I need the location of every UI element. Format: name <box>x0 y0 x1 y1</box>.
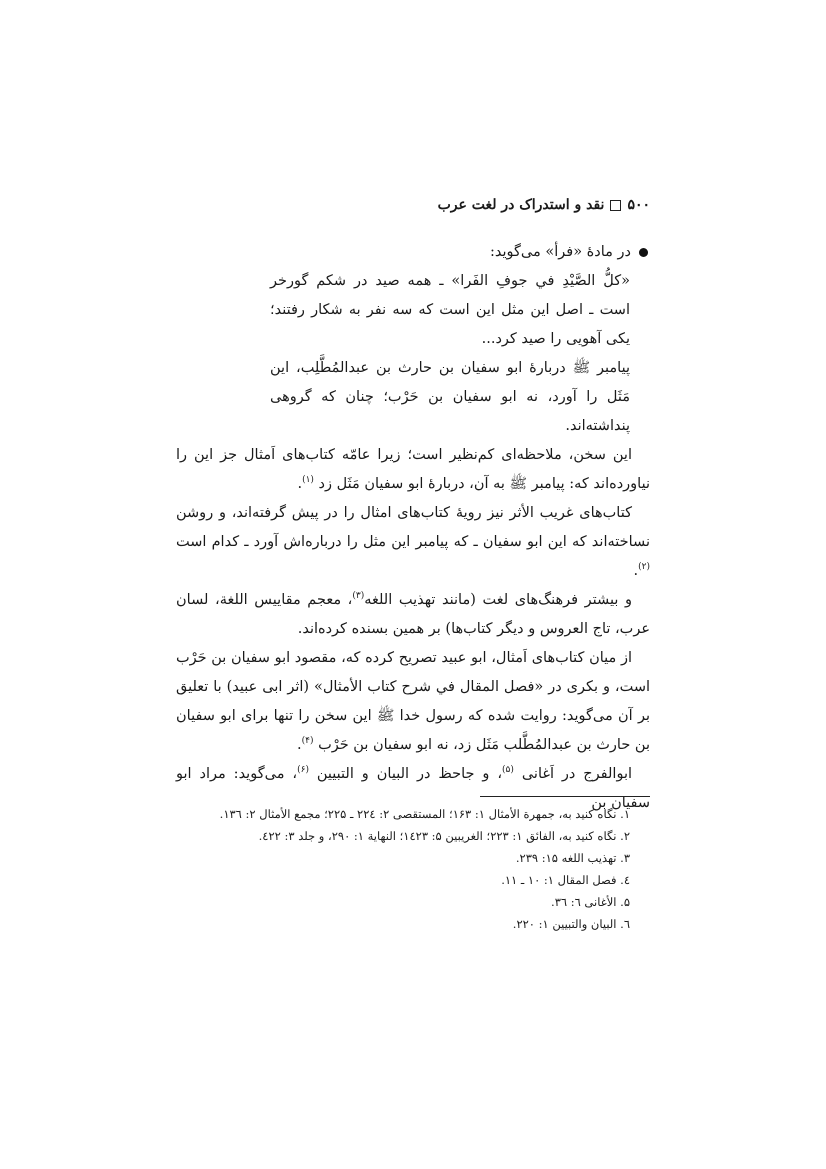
footnote-divider <box>480 796 650 797</box>
quotation-block <box>176 267 650 441</box>
paragraph-1: این سخن، ملاحظه‌ای کم‌نظیر است؛ زیرا عامّه کتاب‌های اَمثال جز این را نیاورده‌اند که: پیامبر ﷺ به آن، دربارهٔ ابو سفیان مَثَل زد $^{(۱)}$. <box>176 447 650 492</box>
paragraph-5-text-b: ، و جاحظ در البیان و التبیین <box>316 766 503 782</box>
footnote-6: ٦. البیان والتبیین ۱: ۲۲۰. <box>512 917 630 931</box>
paragraph-4: از میان کتاب‌های اَمثال، ابو عبید تصریح کرده که، مقصود ابو سفیان بن حَرْب است، و بکری در «فصل المقال في شرح کتاب الأمثال» (اثر ابی عبید) با تعلیق بر آن می‌گوید: روایت شده که رسول خدا ﷺ این سخن را تنها برای ابو سفیان بن حارث بن عبدالمُطَّلب مَثَل زد، نه ابو سفیان بن حَرْب $^{(۴)}$. <box>176 650 650 753</box>
footnote-ref-6[interactable]: (۶) <box>297 765 309 776</box>
paragraph-3 <box>176 586 650 644</box>
paragraph-1-text: این سخن، ملاحظه‌ای کم‌نظیر است؛ زیرا عامّه کتاب‌های اَمثال جز این را نیاورده‌اند که: پیامبر ﷺ به آن، دربارهٔ ابو سفیان مَثَل زد <box>176 447 650 492</box>
paragraph-3-text-b: ، معجم مقاییس اللغة، لسان عرب، تاج العروس و دیگر کتاب‌ها) بر همین بسنده کرده‌اند. <box>176 592 650 637</box>
paragraph-2-text: کتاب‌های غریب الأثر نیز رویهٔ کتاب‌های امثال را در پیش گرفته‌اند، و روشن نساخته‌اند که این ابو سفیان ـ که پیامبر این مثل را درباره‌اش آورد ـ کدام است <box>176 505 650 550</box>
footnotes <box>176 803 650 935</box>
footnote-1: ۱. نگاه کنید به، جمهرة الأمثال ۱: ۱۶۳؛ المستقصی ۲: ۲۲٤ ـ ۲۲۵؛ مجمع الأمثال ۲: ۱۳٦. <box>219 807 630 821</box>
paragraph-4-text: از میان کتاب‌های اَمثال، ابو عبید تصریح کرده که، مقصود ابو سفیان بن حَرْب است، و بکری در «فصل المقال في شرح کتاب الأمثال» (اثر ابی عبید) با تعلیق بر آن می‌گوید: روایت شده که رسول خدا ﷺ این سخن را تنها برای ابو سفیان بن حارث بن عبدالمُطَّلب مَثَل زد، نه ابو سفیان بن حَرْب <box>176 650 650 753</box>
square-ornament-icon <box>610 200 621 211</box>
intro-line <box>176 238 650 267</box>
footnote-ref-3[interactable]: (۳) <box>352 591 365 602</box>
quote-line-2: پیامبر ﷺ دربارهٔ ابو سفیان بن حارث بن عبدالمُطَّلِب، این مَثَل را آورد، نه ابو سفیان بن حَرْب؛ چنان که گروهی پنداشته‌اند. <box>270 360 630 434</box>
footnote-ref-5[interactable]: (۵) <box>502 765 514 776</box>
running-header <box>176 197 650 213</box>
running-title: نقد و استدراک در لغت عرب <box>437 197 605 213</box>
bullet-icon <box>639 248 648 257</box>
paragraph-5-text-a: ابوالفرج در اَغانی <box>521 766 633 782</box>
footnote-ref-2[interactable]: (۲) <box>638 562 650 573</box>
paragraph-3-text-a: و بیشتر فرهنگ‌های لغت (مانند تهذیب اللغه <box>364 592 632 608</box>
paragraph-2: کتاب‌های غریب الأثر نیز رویهٔ کتاب‌های امثال را در پیش گرفته‌اند، و روشن نساخته‌اند که این ابو سفیان ـ که پیامبر این مثل را درباره‌اش آورد ـ کدام است $^{(۲)}$. <box>176 505 650 579</box>
main-text <box>176 238 650 818</box>
footnote-2: ۲. نگاه کنید به، الفائق ۱: ۲۲۳؛ الغریبین ۵: ۱٤۲۳؛ النهایة ۱: ۲۹۰، و جلد ۳: ٤۲۲. <box>258 829 630 843</box>
footnote-ref-4[interactable]: (۴) <box>301 736 314 747</box>
footnote-5: ۵. الأغانی ٦: ۳٦. <box>551 895 630 909</box>
page-number: ۵۰۰ <box>627 197 650 213</box>
paragraph-5-text-c: ، می‌گوید: مراد ابو سفیان بن <box>176 766 650 811</box>
intro-text: در مادهٔ «فرأ» می‌گوید: <box>489 244 631 260</box>
footnote-3: ۳. تهذیب اللغه ۱۵: ۲۳۹. <box>515 851 630 865</box>
footnote-4: ٤. فصل المقال ۱: ۱۰ ـ ۱۱. <box>501 873 630 887</box>
quote-line-1: «کلُّ الصَّیْدِ في جوفِ الفَرا» ـ همه صید در شکم گورخر است ـ اصل این مثل این است که سه نفر به شکار رفتند؛ یکی آهویی را صید کرد... <box>270 273 630 347</box>
footnote-ref-1[interactable]: (۱) <box>302 475 314 486</box>
